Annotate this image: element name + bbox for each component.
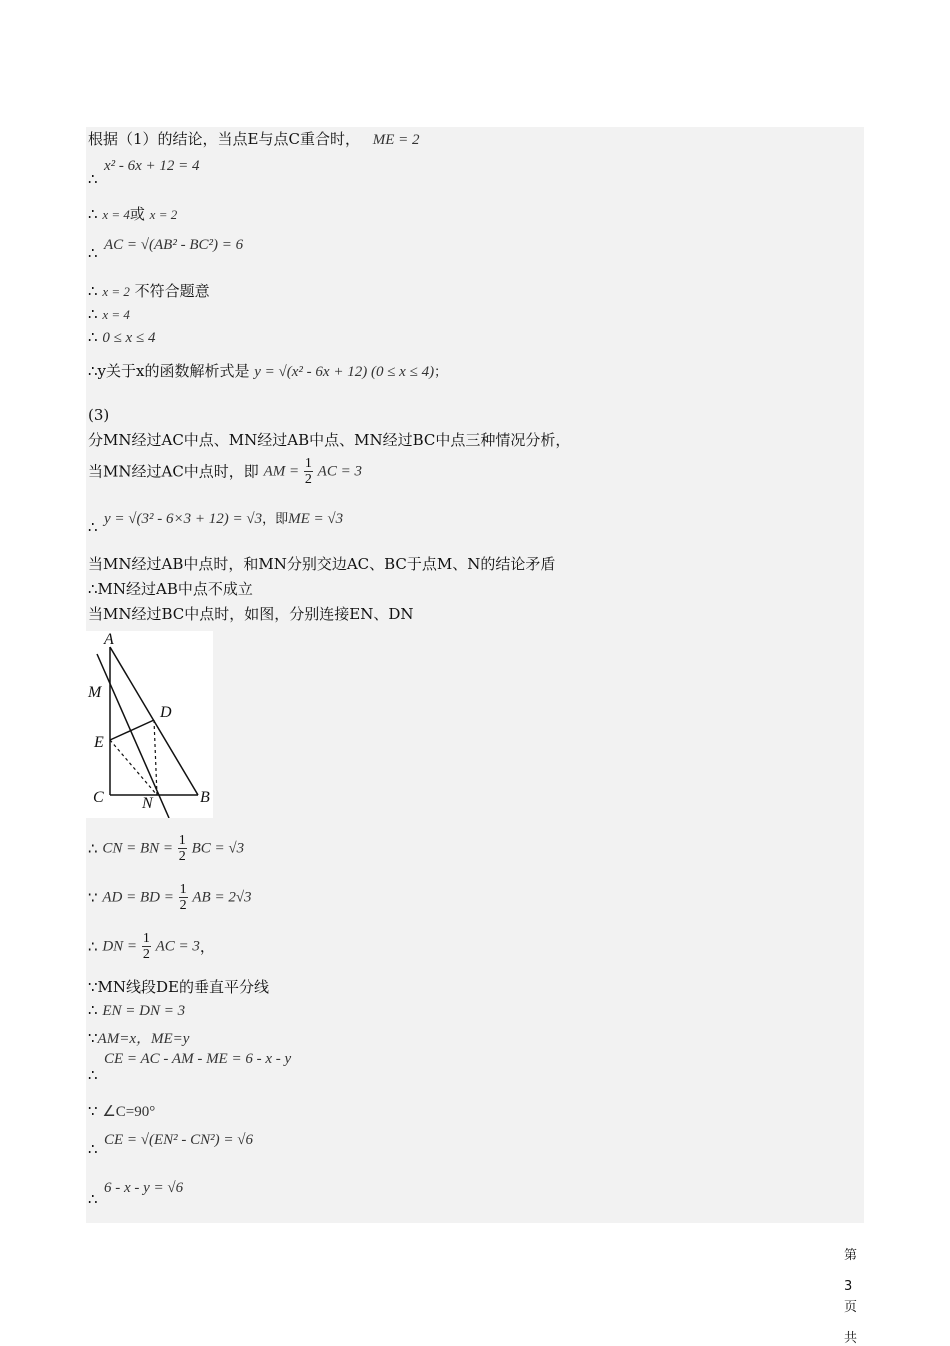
line-20: [88, 1029, 189, 1048]
line-24-symbol: [88, 1190, 98, 1208]
line-15-math-left: CN = BN =: [102, 840, 173, 857]
segment-en-dashed: [110, 740, 157, 795]
line-19-math: EN = DN = 3: [102, 1003, 186, 1019]
therefore-symbol: ∴: [88, 937, 98, 956]
page-number: 3: [844, 1279, 853, 1294]
page-footer-char-2: 页: [844, 1300, 858, 1315]
line-10-fraction: [304, 456, 313, 487]
label-d: D: [160, 704, 172, 721]
fraction-numerator: 1: [179, 882, 187, 897]
line-11-symbol: [88, 518, 98, 536]
line-15-math-right: BC = √3: [191, 840, 245, 857]
fraction-numerator: 1: [304, 456, 312, 471]
line-10: [88, 456, 362, 487]
therefore-symbol: ∴: [88, 839, 98, 858]
therefore-symbol: ∴: [88, 328, 98, 346]
line-11-math: y = √(3² - 6×3 + 12) = √3: [104, 511, 263, 527]
line-16-math-right: AB = 2√3: [192, 889, 252, 906]
triangle-diagram: [86, 631, 213, 818]
line-11-math-2: ME = √3: [288, 511, 344, 527]
line-18-text: MN线段DE的垂直平分线: [97, 978, 270, 996]
line-12-text: 当MN经过AB中点时，和MN分别交边AC、BC于点M、N的结论矛盾: [88, 555, 556, 573]
line-2-math: x² - 6x + 12 = 4: [104, 158, 200, 174]
label-c: C: [93, 789, 104, 806]
line-11-sep: ，即: [262, 512, 289, 527]
line-15: [88, 833, 244, 864]
line-10-math-right: AC = 3: [317, 463, 362, 480]
line-5-math: x = 2: [102, 284, 130, 299]
label-n: N: [142, 795, 153, 812]
line-8-end: ；: [434, 365, 448, 380]
line-15-fraction: [178, 833, 187, 864]
segment-de: [110, 720, 154, 740]
line-8-math: y = √(x² - 6x + 12) (0 ≤ x ≤ 4): [254, 364, 435, 380]
therefore-symbol: ∴: [88, 1066, 98, 1084]
therefore-symbol: ∴: [88, 1190, 98, 1208]
line-14-text: 当MN经过BC中点时，如图，分别连接EN、DN: [88, 605, 414, 623]
line-5-text: 不符合题意: [134, 282, 210, 300]
therefore-symbol: ∴: [88, 205, 98, 223]
line-22: [88, 1102, 155, 1121]
fraction-numerator: 1: [178, 833, 186, 848]
therefore-symbol: ∴: [88, 580, 98, 598]
fraction-numerator: 1: [142, 931, 150, 946]
line-3-math-b: x = 2: [149, 207, 178, 222]
line-17-math-left: DN =: [102, 938, 138, 955]
because-symbol: ∵: [88, 978, 98, 996]
line-7: [88, 328, 155, 347]
line-17: [88, 931, 215, 962]
line-22-math: ∠C=90°: [102, 1104, 156, 1120]
therefore-symbol: ∴: [88, 282, 98, 300]
label-m: M: [88, 684, 102, 701]
label-e: E: [94, 734, 104, 751]
line-23-math: CE = √(EN² - CN²) = √6: [104, 1132, 254, 1148]
line-4: [88, 235, 243, 254]
line-11: [88, 509, 343, 529]
label-b: B: [200, 789, 210, 806]
line-16-fraction: [179, 882, 188, 913]
line-3-or: 或: [129, 205, 145, 223]
line-6: [88, 305, 130, 324]
fraction-denominator: 2: [179, 898, 187, 913]
therefore-symbol: ∴: [88, 362, 98, 380]
therefore-symbol: ∴: [88, 1001, 98, 1019]
fraction-denominator: 2: [142, 947, 150, 962]
line-3: [88, 205, 177, 224]
therefore-symbol: ∴: [88, 1140, 98, 1158]
because-symbol: ∵: [88, 888, 98, 907]
line-24-math: 6 - x - y = √6: [104, 1180, 184, 1196]
line-17-fraction: [142, 931, 151, 962]
line-1: [88, 130, 420, 149]
line-18: [88, 978, 269, 996]
line-13: [88, 580, 253, 598]
line-21: [88, 1049, 291, 1068]
line-2-symbol: [88, 170, 98, 188]
line-19: [88, 1001, 185, 1020]
geometry-figure: [86, 631, 213, 818]
line-2: [88, 156, 200, 175]
line-20-math: AM=x，ME=y: [97, 1031, 190, 1047]
page-footer-char-1: 第: [844, 1248, 858, 1263]
line-4-math: AC = √(AB² - BC²) = 6: [104, 237, 244, 253]
line-23: [88, 1130, 253, 1149]
line-23-symbol: [88, 1140, 98, 1158]
because-symbol: ∵: [88, 1102, 98, 1120]
part-3-label: [88, 406, 109, 424]
line-7-math: 0 ≤ x ≤ 4: [102, 330, 156, 346]
line-13-text: MN经过AB中点不成立: [97, 580, 253, 598]
line-mn: [97, 654, 169, 818]
line-4-symbol: [88, 244, 98, 262]
line-8-text: y关于x的函数解析式是: [97, 362, 250, 380]
line-1-math: ME = 2: [372, 132, 420, 148]
line-21-math: CE = AC - AM - ME = 6 - x - y: [104, 1051, 292, 1067]
line-17-end: ，: [199, 937, 215, 956]
line-14: [88, 605, 414, 623]
line-5: [88, 282, 210, 301]
line-10-text: 当MN经过AC中点时，即: [88, 462, 259, 481]
line-6-math: x = 4: [102, 307, 130, 322]
part-3-text: (3): [88, 406, 110, 424]
label-a: A: [104, 631, 114, 648]
line-12: [88, 555, 555, 573]
page-footer-char-3: 共: [844, 1331, 858, 1346]
line-16: [88, 882, 252, 913]
fraction-denominator: 2: [178, 849, 186, 864]
line-3-math-a: x = 4: [102, 207, 130, 222]
line-8: [88, 362, 447, 382]
line-9: [88, 431, 570, 449]
line-24: [88, 1178, 183, 1197]
line-10-math-left: AM =: [263, 463, 300, 480]
therefore-symbol: ∴: [88, 518, 98, 536]
fraction-denominator: 2: [304, 472, 312, 487]
line-21-symbol: [88, 1066, 98, 1084]
line-1-text: 根据（1）的结论，当点E与点C重合时，: [88, 130, 360, 148]
line-17-math-right: AC = 3: [155, 938, 200, 955]
line-9-text: 分MN经过AC中点、MN经过AB中点、MN经过BC中点三种情况分析，: [88, 431, 571, 449]
therefore-symbol: ∴: [88, 244, 98, 262]
therefore-symbol: ∴: [88, 170, 98, 188]
line-16-math-left: AD = BD =: [102, 889, 174, 906]
because-symbol: ∵: [88, 1029, 98, 1047]
therefore-symbol: ∴: [88, 305, 98, 323]
